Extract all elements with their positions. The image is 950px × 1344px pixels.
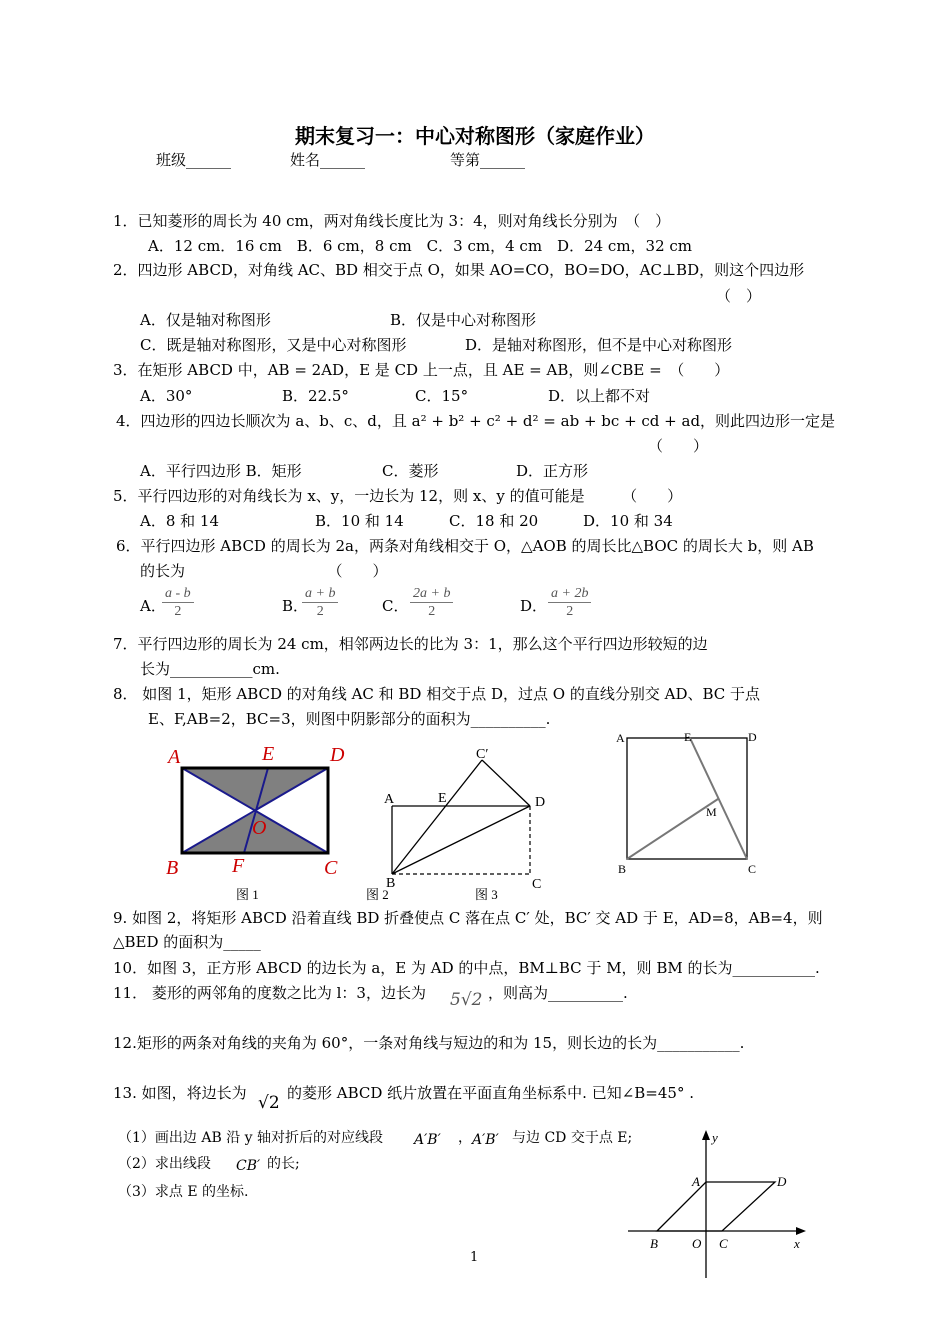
fig1-label-d: D <box>330 744 345 766</box>
fraction-b: $\frac{a + b}{2}$ <box>302 585 338 621</box>
q13-sqrt: √2 <box>258 1093 280 1113</box>
grade-field: 等第______ <box>450 151 526 169</box>
coordinate-figure <box>620 1128 820 1280</box>
question-7-cont: 长为___________cm. <box>140 660 280 678</box>
fraction-d: $\frac{a + 2b}{2}$ <box>548 585 591 621</box>
question-3-option-d: D．以上都不对 <box>548 387 651 405</box>
fig2-label-c-prime: C′ <box>476 747 489 762</box>
fig1-label-o: O <box>252 817 267 839</box>
page-number: 1 <box>470 1250 479 1265</box>
question-3-option-b: B．22.5° <box>282 387 349 405</box>
fig1-label-a: A <box>168 746 181 768</box>
question-1-options: A．12 cm．16 cm B．6 cm，8 cm C．3 cm，4 cm D．24 cm，32 cm <box>148 237 693 255</box>
name-field: 姓名______ <box>290 151 366 169</box>
q13-part1b: A′B′ <box>414 1132 441 1148</box>
fig3-label-e: E <box>684 730 692 744</box>
fig2-label-c: C <box>532 877 542 892</box>
fig1-label-e: E <box>262 743 275 765</box>
fig3-label-d: D <box>748 730 757 744</box>
coord-label-d: D <box>777 1174 787 1189</box>
question-3: 3．在矩形 ABCD 中，AB = 2AD，E 是 CD 上一点，且 AE = AB，则∠CBE = （ ） <box>113 361 730 379</box>
question-5-option-a: A．8 和 14 <box>140 512 219 530</box>
figure-1-caption: 图 1 <box>236 887 259 902</box>
question-5-option-d: D．10 和 34 <box>583 512 673 530</box>
q13-part2b: CB′ <box>236 1158 261 1174</box>
question-6-option-a: A． <box>140 597 166 615</box>
fig1-label-b: B <box>166 857 179 879</box>
fig2-label-d: D <box>535 795 546 810</box>
q13-part1a: （1）画出边 AB 沿 y 轴对折后的对应线段 <box>118 1130 384 1146</box>
question-10: 10．如图 3，正方形 ABCD 的边长为 a，E 为 AD 的中点，BM⊥BC 于 M，则 BM 的长为___________. <box>113 959 820 977</box>
question-13: 13. 如图，将边长为 <box>113 1084 247 1102</box>
question-6-cont: 的长为 （ ） <box>140 562 388 580</box>
question-2: 2．四边形 ABCD，对角线 AC、BD 相交于点 O，如果 AO=CO，BO=DO，AC⊥BD，则这个四边形 <box>113 261 805 279</box>
question-4-option-c: C．菱形 <box>382 462 439 480</box>
question-5: 5．平行四边形的对角线长为 x、y，一边长为 12，则 x、y 的值可能是 （ ） <box>113 487 683 505</box>
q13-part2a: （2）求出线段 <box>118 1156 211 1172</box>
coord-label-o: O <box>692 1236 702 1251</box>
question-6: 6．平行四边形 ABCD 的周长为 2a，两条对角线相交于 O，△AOB 的周长比△BOC 的周长大 b，则 AB <box>116 537 814 555</box>
question-9-cont: △BED 的面积为_____ <box>113 933 261 951</box>
q13-part3: （3）求点 E 的坐标. <box>118 1184 249 1200</box>
question-3-option-c: C．15° <box>415 387 469 405</box>
question-9: 9. 如图 2，将矩形 ABCD 沿着直线 BD 折叠使点 C 落在点 C′ 处，BC′ 交 AD 于 E，AD=8，AB=4，则 <box>113 909 823 927</box>
question-1: 1．已知菱形的周长为 40 cm，两对角线长度比为 3：4，则对角线长分别为 （ ） <box>113 212 671 230</box>
fig2-label-a: A <box>384 792 395 807</box>
question-6-option-b: B． <box>282 597 309 615</box>
q13-part1d: A′B′ <box>472 1132 499 1148</box>
class-field: 班级______ <box>156 151 232 169</box>
question-12: 12.矩形的两条对角线的夹角为 60°，一条对角线与短边的和为 15，则长边的长为___________. <box>113 1034 745 1052</box>
question-8: 8． 如图 1，矩形 ABCD 的对角线 AC 和 BD 相交于点 D，过点 O 的直线分别交 AD、BC 于点 <box>113 685 761 703</box>
question-8-cont: E、F,AB=2，BC=3，则图中阴影部分的面积为__________. <box>148 710 551 728</box>
fraction-c: $\frac{2a + b}{2}$ <box>410 585 453 621</box>
fig3-label-b: B <box>618 862 627 876</box>
question-2-option-c: C．既是轴对称图形，又是中心对称图形 <box>140 336 407 354</box>
coord-label-a: A <box>692 1174 700 1189</box>
question-3-option-a: A．30° <box>140 387 193 405</box>
fig3-label-m: M <box>706 805 717 819</box>
question-5-option-c: C．18 和 20 <box>449 512 539 530</box>
question-11: 11． 菱形的两邻角的度数之比为 l：3，边长为 <box>113 984 426 1002</box>
question-4-option-ab: A．平行四边形 B．矩形 <box>140 462 302 480</box>
fig1-label-c: C <box>324 857 338 879</box>
coord-label-b: B <box>650 1236 658 1251</box>
fig2-label-e: E <box>438 791 447 806</box>
fig3-label-a: A <box>616 731 625 745</box>
question-2-option-b: B．仅是中心对称图形 <box>390 311 537 329</box>
fig3-label-c: C <box>748 862 757 876</box>
q13-part1e: 与边 CD 交于点 E; <box>512 1130 633 1146</box>
question-7: 7．平行四边形的周长为 24 cm，相邻两边长的比为 3：1，那么这个平行四边形较短的边 <box>113 635 708 653</box>
fraction-a: $\frac{a - b}{2}$ <box>162 585 194 621</box>
figure-2 <box>378 740 558 895</box>
question-4: 4．四边形的四边长顺次为 a、b、c、d，且 a² + b² + c² + d² = ab + bc + cd + ad，则此四边形一定是 <box>116 412 836 430</box>
page-title: 期末复习一：中心对称图形（家庭作业） <box>295 124 655 148</box>
question-13-end: 的菱形 ABCD 纸片放置在平面直角坐标系中. 已知∠B=45° . <box>287 1084 694 1102</box>
question-2-option-d: D．是轴对称图形，但不是中心对称图形 <box>465 336 733 354</box>
figure-2-caption: 图 2 <box>366 887 389 902</box>
rhombus-abcd <box>657 1182 775 1231</box>
figure-3 <box>612 726 772 881</box>
fig1-label-f: F <box>232 855 245 877</box>
q13-part1c: ， <box>458 1130 472 1146</box>
q11-sqrt: 5√2 <box>450 990 483 1010</box>
figure-1 <box>160 738 360 883</box>
coord-label-y: y <box>712 1130 718 1145</box>
fig2-label-b: B <box>386 876 396 891</box>
question-6-option-c: C． <box>382 597 409 615</box>
question-11-end: ，则高为__________. <box>488 984 628 1002</box>
coord-label-x: x <box>794 1236 800 1251</box>
question-4-option-d: D．正方形 <box>516 462 589 480</box>
question-5-option-b: B．10 和 14 <box>315 512 404 530</box>
question-6-option-d: D． <box>520 597 548 615</box>
question-2-option-a: A．仅是轴对称图形 <box>140 311 271 329</box>
question-2-paren: （ ） <box>716 287 762 305</box>
question-4-paren: （ ） <box>648 437 709 455</box>
figure-3-caption: 图 3 <box>475 887 498 902</box>
coord-label-c: C <box>719 1236 728 1251</box>
q13-part2c: 的长; <box>267 1156 300 1172</box>
